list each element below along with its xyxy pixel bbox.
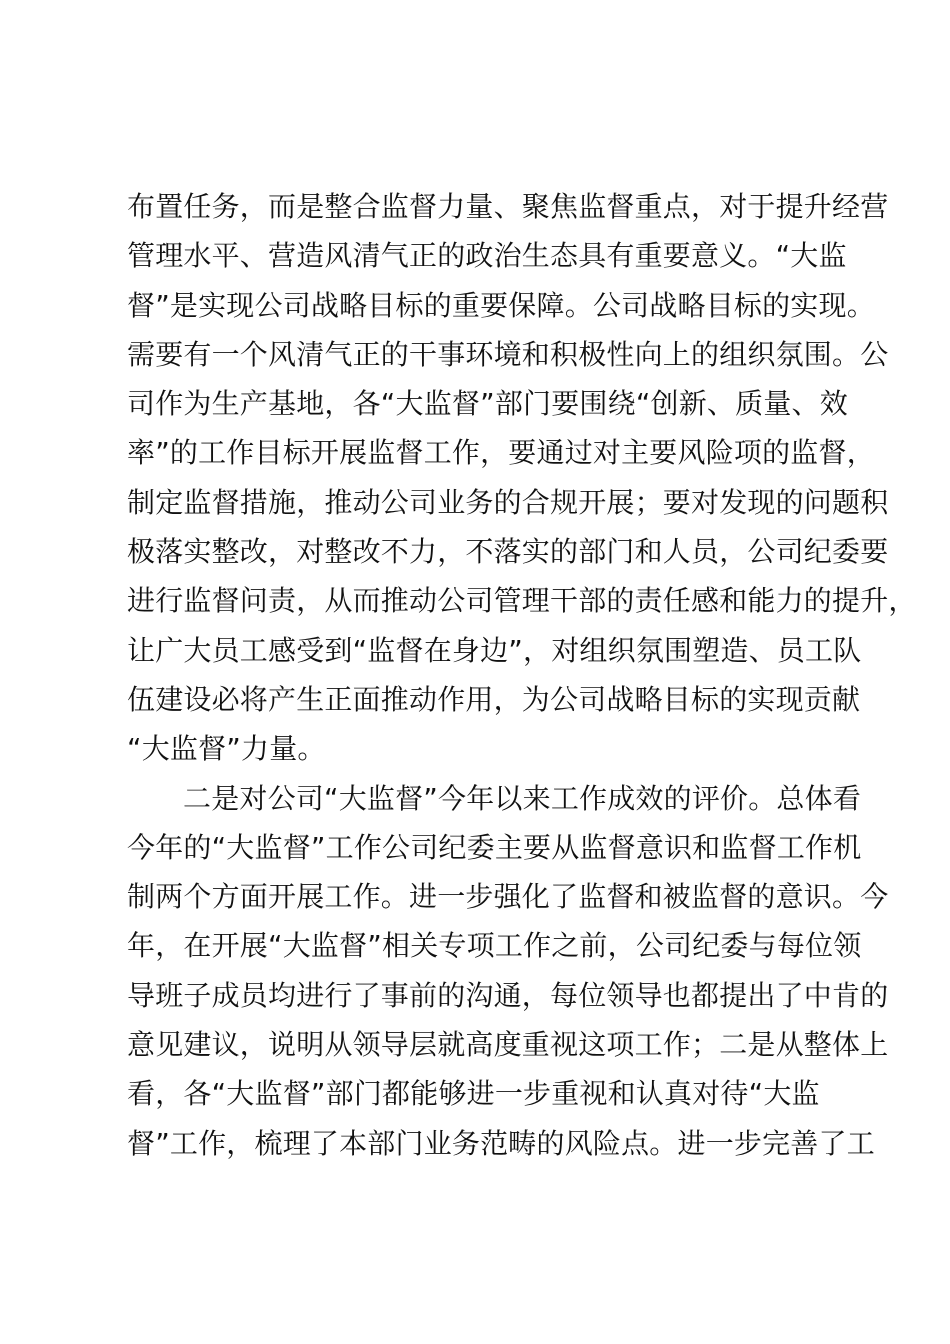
- text-line: 伍建设必将产生正面推动作用，为公司战略目标的实现贡献: [127, 682, 861, 716]
- text-line: 布置任务，而是整合监督力量、聚焦监督重点，对于提升经营: [127, 190, 889, 223]
- text-line: 进行监督问责，从而推动公司管理干部的责任感和能力的提升，: [127, 584, 917, 618]
- paragraph-1: [127, 182, 917, 774]
- text-line: 司作为生产基地，各“大监督”部门要围绕“创新、质量、效: [127, 387, 848, 421]
- text-line: 意见建议，说明从领导层就高度重视这项工作；二是从整体上: [127, 1028, 889, 1062]
- text-line: 制定监督措施，推动公司业务的合规开展；要对发现的问题积: [127, 485, 889, 519]
- paragraph-2: [127, 774, 889, 1168]
- text-line: 管理水平、营造风清气正的政治生态具有重要意义。“大监: [127, 239, 847, 273]
- text-line: 让广大员工感受到“监督在身边”，对组织氛围塑造、员工队: [127, 633, 862, 667]
- text-line: “大监督”力量。: [127, 732, 326, 766]
- text-line: 极落实整改，对整改不力，不落实的部门和人员，公司纪委要: [127, 535, 889, 569]
- text-line: 看，各“大监督”部门都能够进一步重视和认真对待“大监: [127, 1077, 820, 1111]
- text-line: 今年的“大监督”工作公司纪委主要从监督意识和监督工作机: [127, 830, 862, 864]
- text-line: 督”工作，梳理了本部门业务范畴的风险点。进一步完善了工: [127, 1126, 875, 1160]
- text-line: 率”的工作目标开展监督工作，要通过对主要风险项的监督，: [127, 436, 875, 470]
- text-line-indented: 二是对公司“大监督”今年以来工作成效的评价。总体看: [183, 781, 862, 815]
- body-text: [127, 182, 917, 1168]
- text-line: 制两个方面开展工作。进一步强化了监督和被监督的意识。今: [127, 880, 889, 914]
- text-line: 需要有一个风清气正的干事环境和积极性向上的组织氛围。公: [127, 337, 889, 371]
- text-line: 年，在开展“大监督”相关专项工作之前，公司纪委与每位领: [127, 929, 862, 963]
- text-line: 督”是实现公司战略目标的重要保障。公司战略目标的实现。: [127, 288, 875, 322]
- text-line: 导班子成员均进行了事前的沟通，每位领导也都提出了中肯的: [127, 978, 889, 1012]
